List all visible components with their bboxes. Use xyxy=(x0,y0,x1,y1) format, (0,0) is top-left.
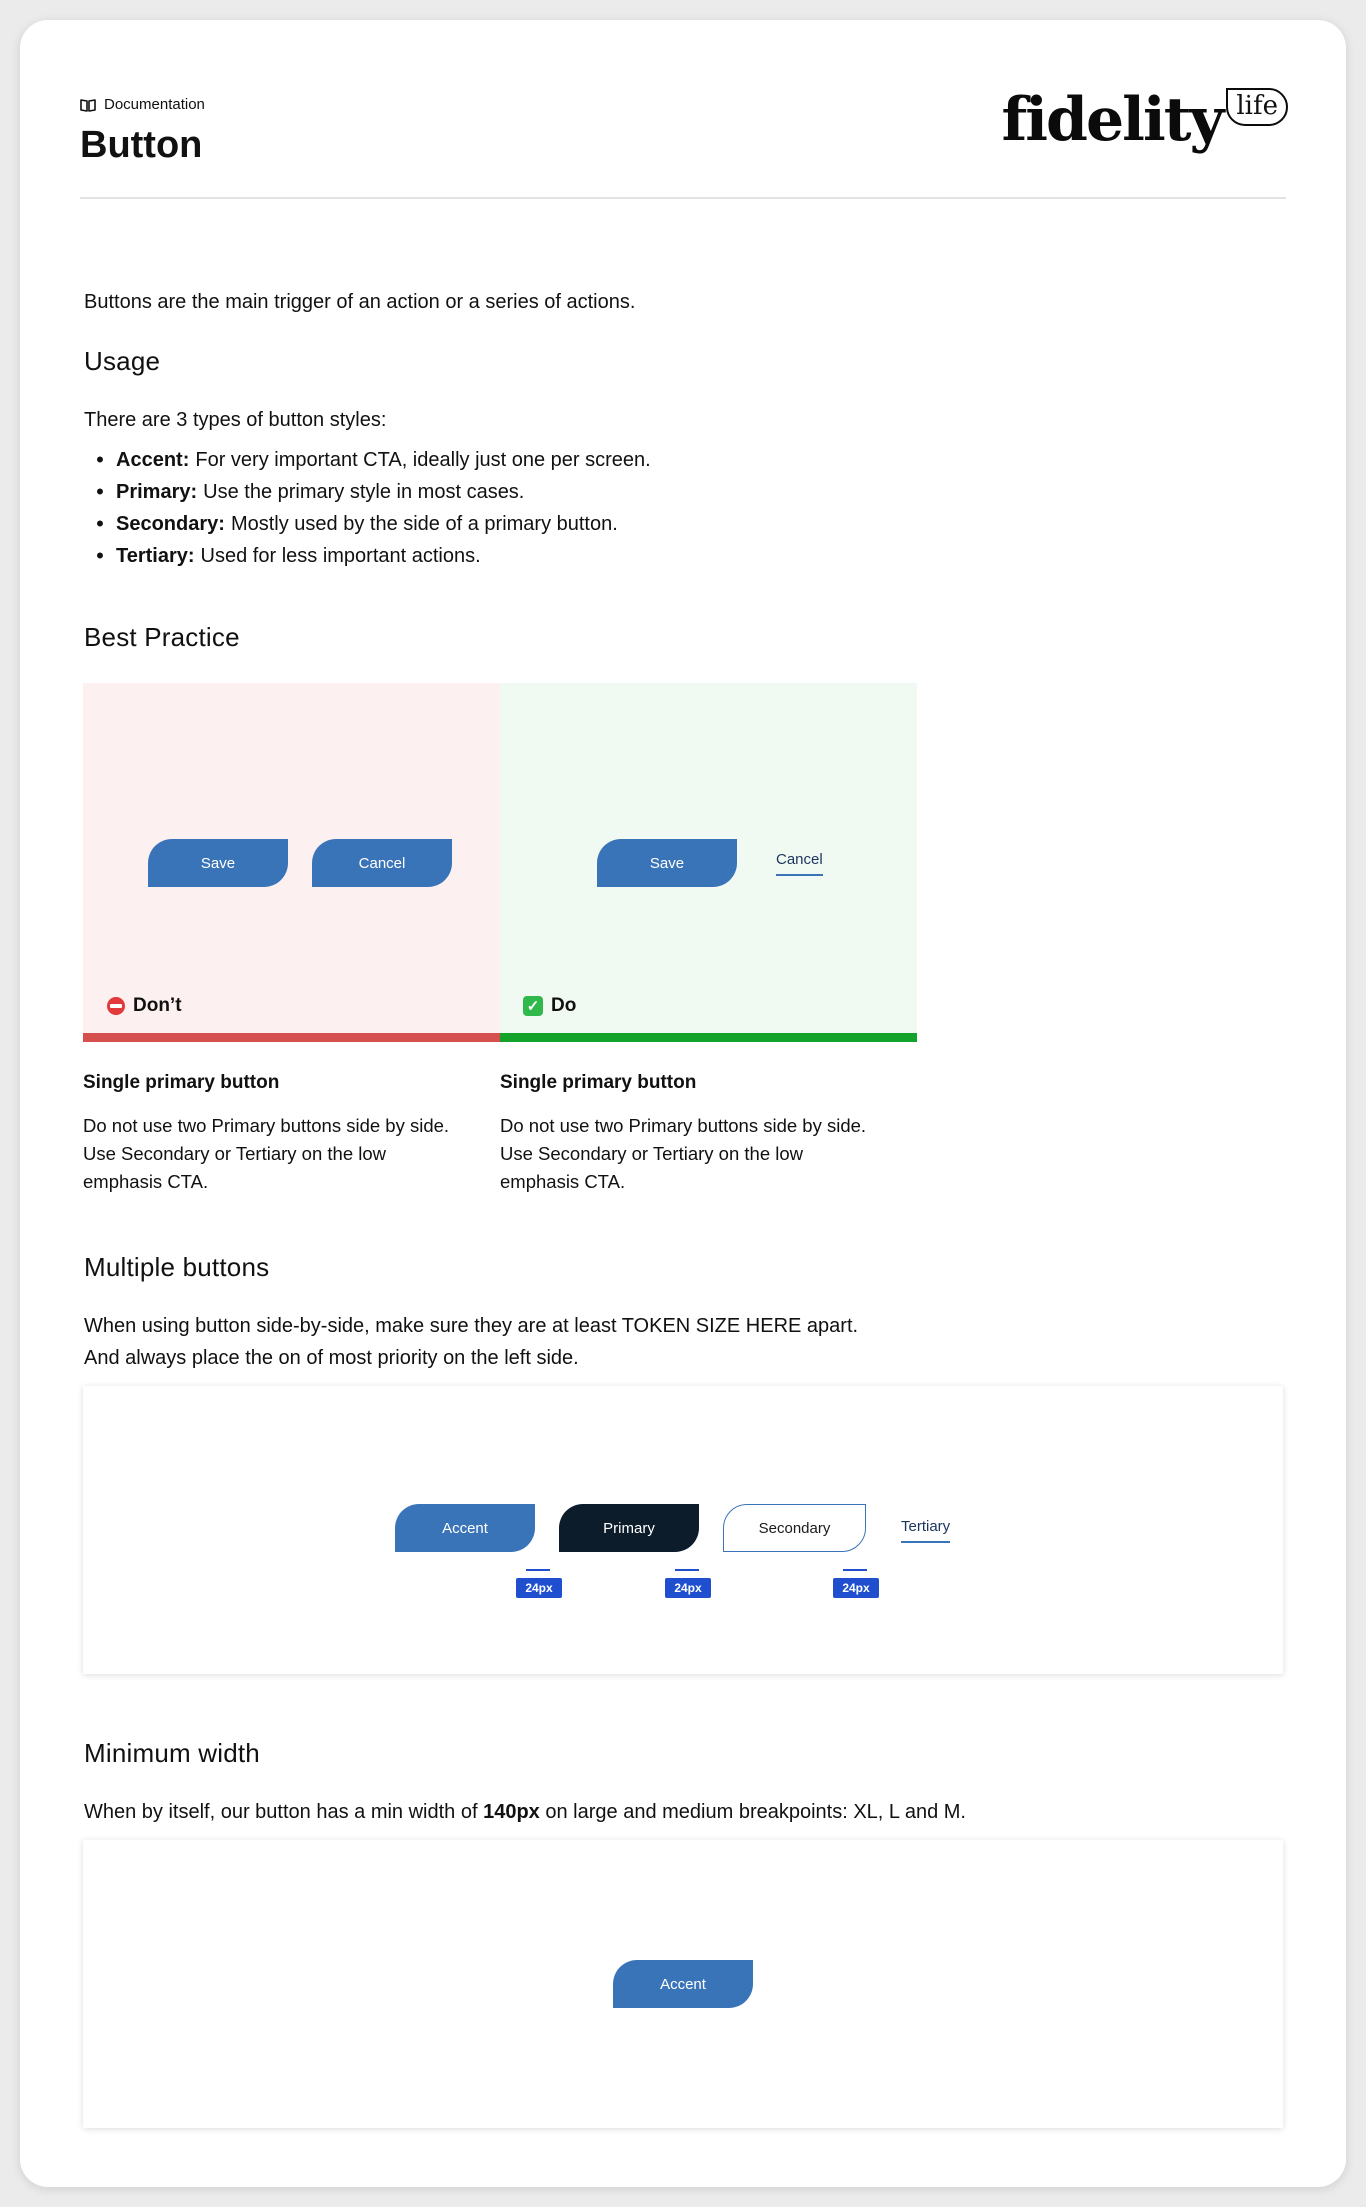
logo-wordmark: fidelity xyxy=(1001,85,1223,155)
list-item xyxy=(84,508,651,540)
documentation-page xyxy=(20,20,1346,2187)
list-desc: Used for less important actions. xyxy=(200,545,481,567)
dont-label-text: Don’t xyxy=(133,995,182,1016)
breadcrumb[interactable] xyxy=(80,96,205,113)
tertiary-button[interactable]: Tertiary xyxy=(901,1518,950,1543)
list-term: • Accent: xyxy=(116,449,190,471)
logo-badge: life xyxy=(1226,88,1288,126)
multiple-buttons-heading: Multiple buttons xyxy=(84,1252,270,1282)
spacing-marker xyxy=(843,1569,867,1571)
spacing-marker xyxy=(675,1569,699,1571)
do-indicator-bar xyxy=(500,1033,917,1042)
multiple-buttons-line-2: And always place the on of most priority on the left side. xyxy=(84,1347,579,1369)
primary-button[interactable]: Primary xyxy=(559,1504,699,1552)
list-term: • Primary: xyxy=(116,481,198,503)
secondary-button[interactable]: Secondary xyxy=(723,1504,866,1552)
accent-button[interactable]: Accent xyxy=(395,1504,535,1552)
dont-label xyxy=(107,995,182,1017)
breadcrumb-label: Documentation xyxy=(104,96,205,113)
intro-text: Buttons are the main trigger of an action or a series of actions. xyxy=(84,291,636,313)
header-divider xyxy=(80,197,1286,199)
list-desc: Use the primary style in most cases. xyxy=(203,481,525,503)
list-desc: Mostly used by the side of a primary button. xyxy=(230,513,618,535)
multiple-buttons-text xyxy=(84,1310,984,1374)
minimum-width-text-end: on large and medium breakpoints: XL, L and M. xyxy=(539,1801,966,1823)
cancel-link-button[interactable]: Cancel xyxy=(776,851,823,876)
do-label-text: Do xyxy=(551,995,577,1016)
book-icon xyxy=(80,98,96,112)
accent-button[interactable]: Accent xyxy=(613,1960,753,2008)
button-types-list xyxy=(84,444,651,572)
do-label xyxy=(523,995,576,1017)
fidelity-life-logo xyxy=(1001,85,1288,155)
minimum-width-heading: Minimum width xyxy=(84,1738,260,1768)
do-caption-heading: Single primary button xyxy=(500,1072,697,1093)
usage-lead: There are 3 types of button styles: xyxy=(84,409,387,431)
spacing-tag: 24px xyxy=(833,1578,879,1598)
dont-example-panel xyxy=(83,683,500,1042)
minimum-width-value: 140px xyxy=(483,1801,540,1823)
do-caption: Do not use two Primary buttons side by side. Use Secondary or Tertiary on the low emphasis CTA. xyxy=(500,1115,867,1192)
spacing-marker xyxy=(526,1569,550,1571)
dont-caption: Do not use two Primary buttons side by side. Use Secondary or Tertiary on the low emphasis CTA. xyxy=(83,1115,450,1192)
save-button[interactable]: Save xyxy=(597,839,737,887)
save-button[interactable]: Save xyxy=(148,839,288,887)
list-desc: For very important CTA, ideally just one per screen. xyxy=(195,449,651,471)
do-example-panel xyxy=(500,683,917,1042)
list-term: • Tertiary: xyxy=(116,545,195,567)
list-item xyxy=(84,540,651,572)
best-practice-heading: Best Practice xyxy=(84,622,240,652)
minimum-width-example-card xyxy=(83,1840,1283,2128)
check-icon: ✓ xyxy=(523,996,543,1016)
spacing-tag: 24px xyxy=(516,1578,562,1598)
minimum-width-text-start: When by itself, our button has a min width of xyxy=(84,1801,484,1823)
spacing-tag: 24px xyxy=(665,1578,711,1598)
dont-indicator-bar xyxy=(83,1033,500,1042)
multiple-buttons-line-1: When using button side-by-side, make sure they are at least TOKEN SIZE HERE apart. xyxy=(84,1315,859,1337)
page-title: Button xyxy=(80,124,203,166)
list-term: • Secondary: xyxy=(116,513,225,535)
minimum-width-text xyxy=(84,1796,966,1828)
list-item xyxy=(84,444,651,476)
list-item xyxy=(84,476,651,508)
dont-caption-heading: Single primary button xyxy=(83,1072,280,1093)
no-entry-icon xyxy=(107,997,125,1015)
usage-heading: Usage xyxy=(84,346,161,376)
multiple-buttons-example-card xyxy=(83,1386,1283,1674)
cancel-button[interactable]: Cancel xyxy=(312,839,452,887)
